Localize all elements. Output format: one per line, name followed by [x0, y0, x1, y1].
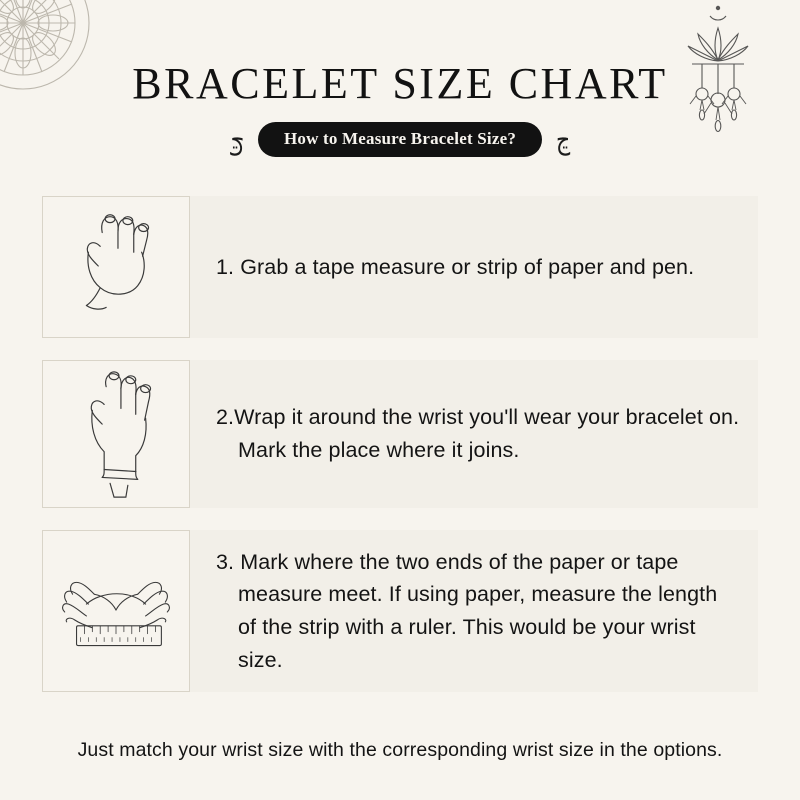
footer-note: Just match your wrist size with the corresponding wrist size in the options.	[77, 739, 723, 761]
flourish-left-icon: ڃ	[229, 123, 244, 155]
step-text	[190, 360, 758, 508]
list-item	[42, 530, 758, 692]
step-3-text: 3. Mark where the two ends of the paper or tape measure meet. If using paper, measure the length of the strip with a ruler. This would be your wrist size.	[216, 549, 718, 672]
list-item	[42, 196, 758, 338]
hands-measuring-strip-with-ruler-icon	[42, 530, 190, 692]
subtitle-row	[0, 122, 800, 157]
step-2-text: 2.Wrap it around the wrist you'll wear your bracelet on. Mark the place where it joins.	[216, 405, 740, 462]
hand-fist-with-tape-icon	[42, 196, 190, 338]
flourish-right-icon: ڃ	[556, 123, 571, 155]
page-title: BRACELET SIZE CHART	[132, 59, 668, 108]
hand-wrapping-tape-around-wrist-icon	[42, 360, 190, 508]
step-1-text: 1. Grab a tape measure or strip of paper and pen.	[216, 254, 695, 279]
step-text	[190, 530, 758, 692]
subtitle-badge: How to Measure Bracelet Size?	[258, 122, 542, 157]
steps-list	[42, 196, 758, 714]
list-item	[42, 360, 758, 508]
step-text	[190, 196, 758, 338]
